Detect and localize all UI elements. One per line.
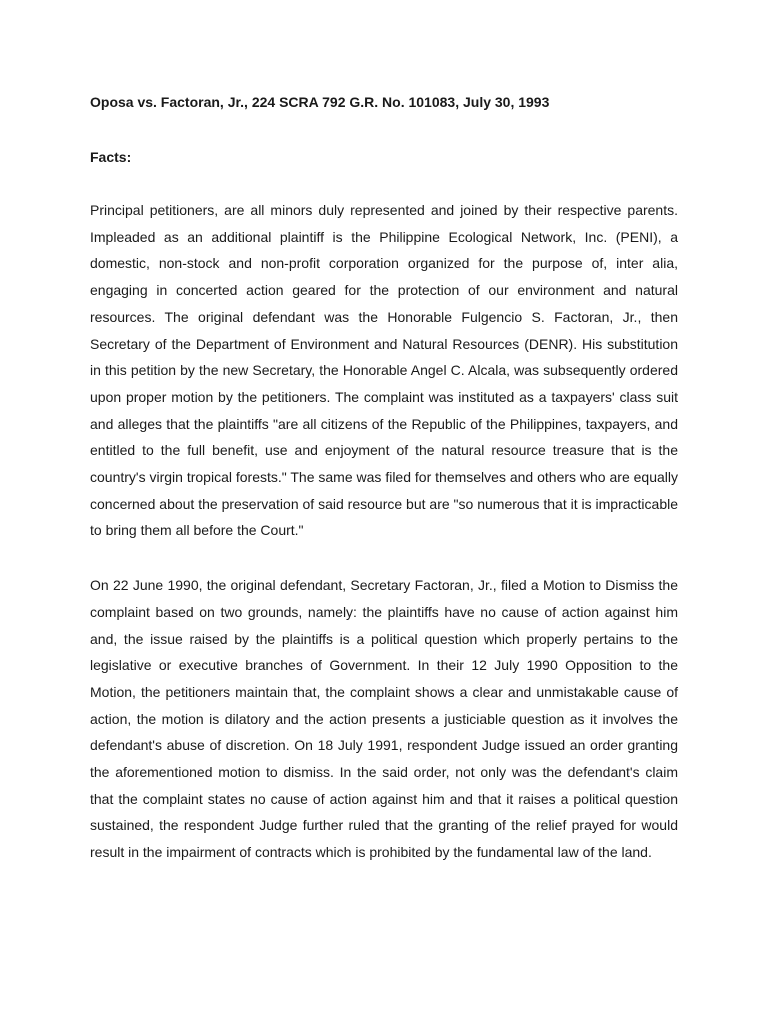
facts-heading: Facts: [90,149,132,165]
document-body [90,89,678,866]
paragraph-parties: Principal petitioners, are all minors duly represented and joined by their respective parents. Impleaded as an additional plaintiff is the Philippine Ecological Network, Inc. (PENI), a domestic, non-stock and non-profit corporation organized for the purpose of, inter alia, engaging in concerted action geared for the protection of our environment and natural resources. The original defendant was the Honorable Fulgencio S. Factoran, Jr., then Secretary of the Department of Environment and Natural Resources (DENR). His substitution in this petition by the new Secretary, the Honorable Angel C. Alcala, was subsequently ordered upon proper motion by the petitioners. The complaint was instituted as a taxpayers' class suit and alleges that the plaintiffs "are all citizens of the Republic of the Philippines, taxpayers, and entitled to the full benefit, use and enjoyment of the natural resource treasure that is the country's virgin tropical forests." The same was filed for themselves and others who are equally concerned about the preservation of said resource but are "so numerous that it is impracticable to bring them all before the Court." [90,202,678,539]
paragraph-motion-to-dismiss: On 22 June 1990, the original defendant, Secretary Factoran, Jr., filed a Motion to Dismiss the complaint based on two grounds, namely: the plaintiffs have no cause of action against him and, the issue raised by the plaintiffs is a political question which properly pertains to the legislative or executive branches of Government. In their 12 July 1990 Opposition to the Motion, the petitioners maintain that, the complaint shows a clear and unmistakable cause of action, the motion is dilatory and the action presents a justiciable question as it involves the defendant's abuse of discretion. On 18 July 1991, respondent Judge issued an order granting the aforementioned motion to dismiss. In the said order, not only was the defendant's claim that the complaint states no cause of action against him and that it raises a political question sustained, the respondent Judge further ruled that the granting of the relief prayed for would result in the impairment of contracts which is prohibited by the fundamental law of the land. [90,577,678,861]
case-title: Oposa vs. Factoran, Jr., 224 SCRA 792 G.R. No. 101083, July 30, 1993 [90,94,550,110]
